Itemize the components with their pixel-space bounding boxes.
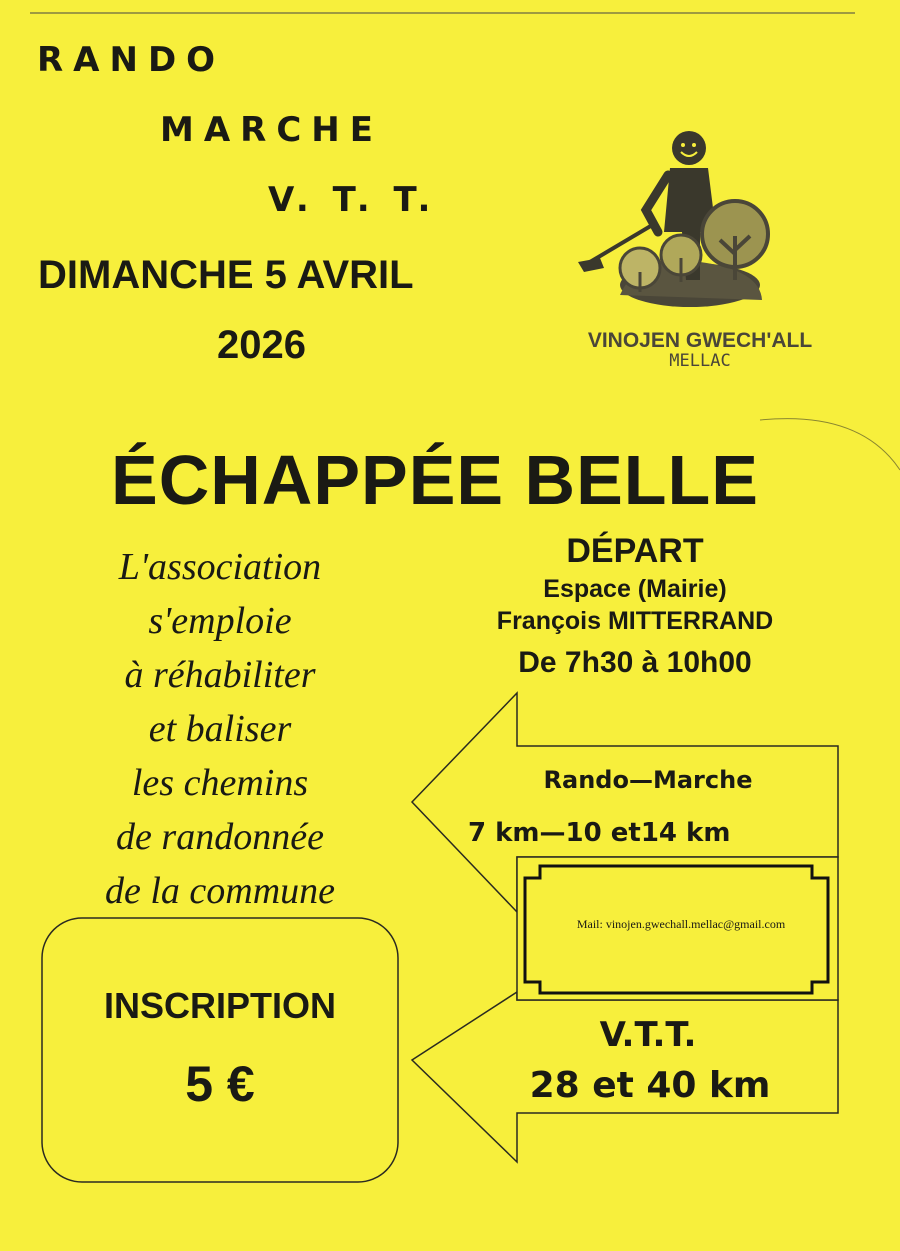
association-line: de randonnée [116, 816, 324, 858]
rando-distances: 7 km—10 et14 km [468, 818, 731, 848]
inscription-label: INSCRIPTION [103, 985, 336, 1026]
inscription-price: 5 € [185, 1056, 255, 1112]
rando-label: Rando—Marche [543, 766, 753, 794]
main-title: ÉCHAPPÉE BELLE [111, 441, 759, 519]
inscription-box [42, 918, 398, 1182]
header-vtt: V. T. T. [268, 180, 437, 220]
association-line: à réhabiliter [124, 654, 316, 696]
logo-name: VINOJEN GWECH'ALL [587, 329, 813, 352]
depart-place2: François MITTERRAND [496, 607, 774, 635]
association-line: s'emploie [148, 600, 292, 642]
hiker-with-trees-icon [578, 131, 768, 307]
header-rando: RANDO [37, 40, 226, 80]
depart-place1: Espace (Mairie) [543, 575, 727, 603]
depart-hours: De 7h30 à 10h00 [518, 646, 752, 679]
association-line: L'association [118, 546, 322, 588]
logo-place: MELLAC [669, 351, 731, 371]
depart-heading: DÉPART [566, 532, 704, 570]
event-year: 2026 [217, 323, 306, 367]
mail-address: Mail: vinojen.gwechall.mellac@gmail.com [576, 917, 786, 931]
association-line: les chemins [131, 762, 309, 804]
vtt-distances: 28 et 40 km [529, 1065, 771, 1106]
association-line: et baliser [148, 708, 292, 750]
header-marche: MARCHE [160, 110, 383, 150]
association-text [40, 540, 400, 918]
event-date: DIMANCHE 5 AVRIL [38, 253, 414, 297]
association-line: de la commune [104, 870, 336, 912]
vtt-label: V.T.T. [599, 1015, 697, 1055]
